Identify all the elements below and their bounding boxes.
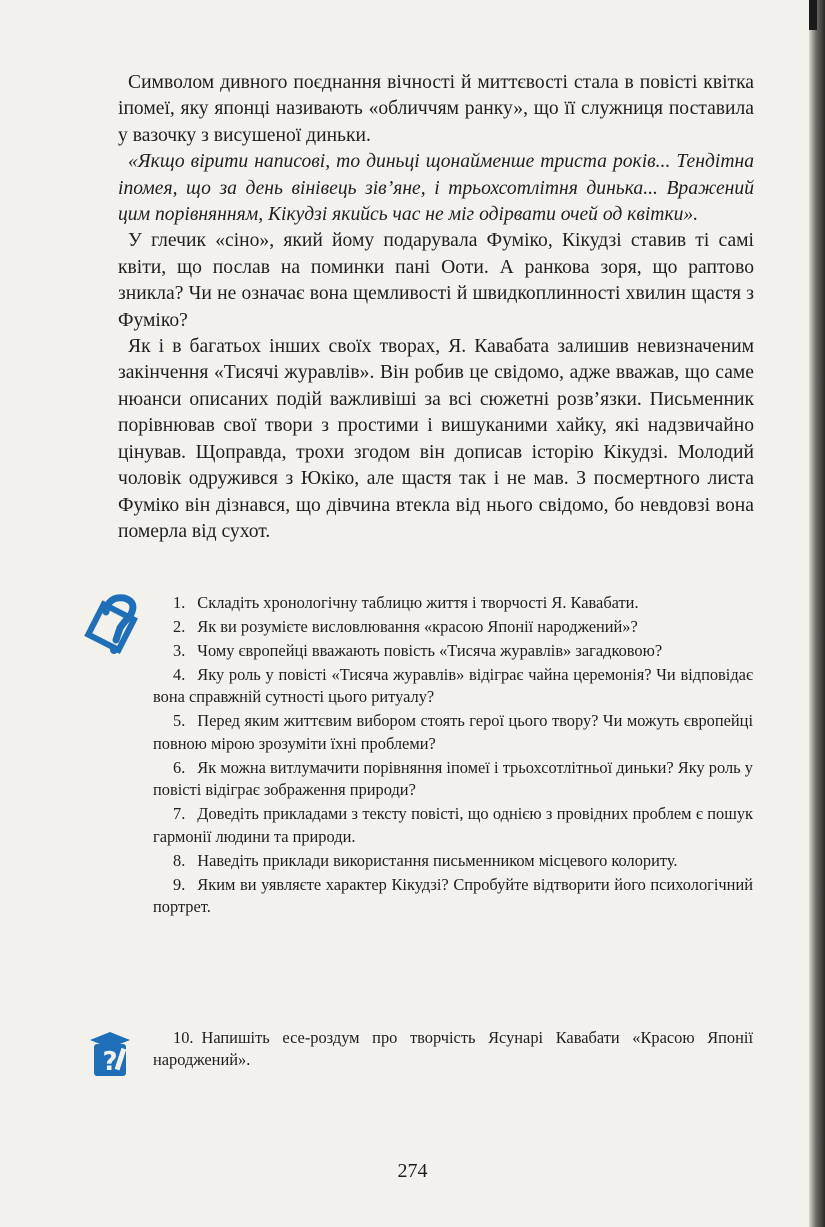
question-item: 1. Складіть хронологічну таблицю життя і творчості Я. Кавабати.: [173, 593, 639, 612]
page-edge-dark-mark: [809, 0, 817, 30]
questions-list: [153, 592, 753, 920]
writing-task-icon: [88, 1030, 132, 1078]
page-number: 274: [397, 1160, 428, 1182]
questions-icon: [84, 590, 144, 656]
question-item: 5. Перед яким життєвим вибором стоять герої цього твору? Чи можуть європейці повною мірою зрозуміти їхні проблеми?: [153, 711, 753, 753]
question-item: 6. Як можна витлумачити порівняння іпомеї і трьохсотлітньої диньки? Яку роль у повісті відіграє зображення природи?: [153, 757, 753, 800]
question-item: 7. Доведіть прикладами з тексту повісті, що однією з провідних проблем є пошук гармонії людини та природи.: [153, 804, 753, 846]
paragraph-ending: Як і в багатьох інших своїх творах, Я. Кавабата залишив невизначеним закінчення «Тисячі журавлів». Він робив це свідомо, адже вважав, що саме нюанси описаних подій важливіші за всі сюжетні розв’язки. Письменник порівнював свої твори з простими і вишуканими хайку, які надзвичайно цінував. Щоправда, трохи згодом він дописав історію Кікудзі. Молодий чоловік одружився з Юкіко, але щастя так і не мав. З посмертного листа Фуміко він дізнався, що дівчина втекла від нього свідомо, бо невдовзі вона померла від сухот.: [118, 336, 754, 542]
paragraph-quote: «Якщо вірити написові, то диньці щонайменше триста років... Тендітна іпомея, що за день вінівець зів’яне, і трьохсотлітня динька... Вражений цим порівнянням, Кікудзі якийсь час не міг одірвати очей од квітки».: [118, 151, 754, 226]
question-item: 2. Як ви розумієте висловлювання «красою Японії народжений»?: [173, 617, 638, 636]
svg-text:?: ?: [102, 1047, 118, 1077]
paragraph-jug: У глечик «сіно», який йому подарувала Фуміко, Кікудзі ставив ті самі квіти, що послав на поминки пані Ооти. А ранкова зоря, що раптово зникла? Чи не означає вона щемливості й швидкоплинності хвилин щастя з Фуміко?: [118, 230, 754, 331]
page-edge-shadow: [809, 0, 825, 1227]
paragraph-ipomea: Символом дивного поєднання вічності й миттєвості стала в повісті квітка іпомеї, яку японці називають «обличчям ранку», що її служниця поставила у вазочку з висушеної диньки.: [118, 72, 754, 146]
question-item: 9. Яким ви уявляєте характер Кікудзі? Спробуйте відтворити його психологічний портрет.: [153, 874, 753, 917]
body-text: [118, 70, 754, 545]
question-item: 8. Наведіть приклади використання письменником місцевого колориту.: [173, 850, 678, 870]
question-item: 4. Яку роль у повісті «Тисяча журавлів» відіграє чайна церемонія? Чи відповідає вона справжній сутності цього ритуалу?: [153, 665, 753, 707]
writing-task: [153, 1027, 753, 1072]
task-item: 10. Напишіть есе-роздум про творчість Ясунарі Кавабати «Красою Японії народжений».: [153, 1028, 753, 1070]
question-item: 3. Чому європейці вважають повість «Тисяча журавлів» загадковою?: [173, 641, 663, 660]
